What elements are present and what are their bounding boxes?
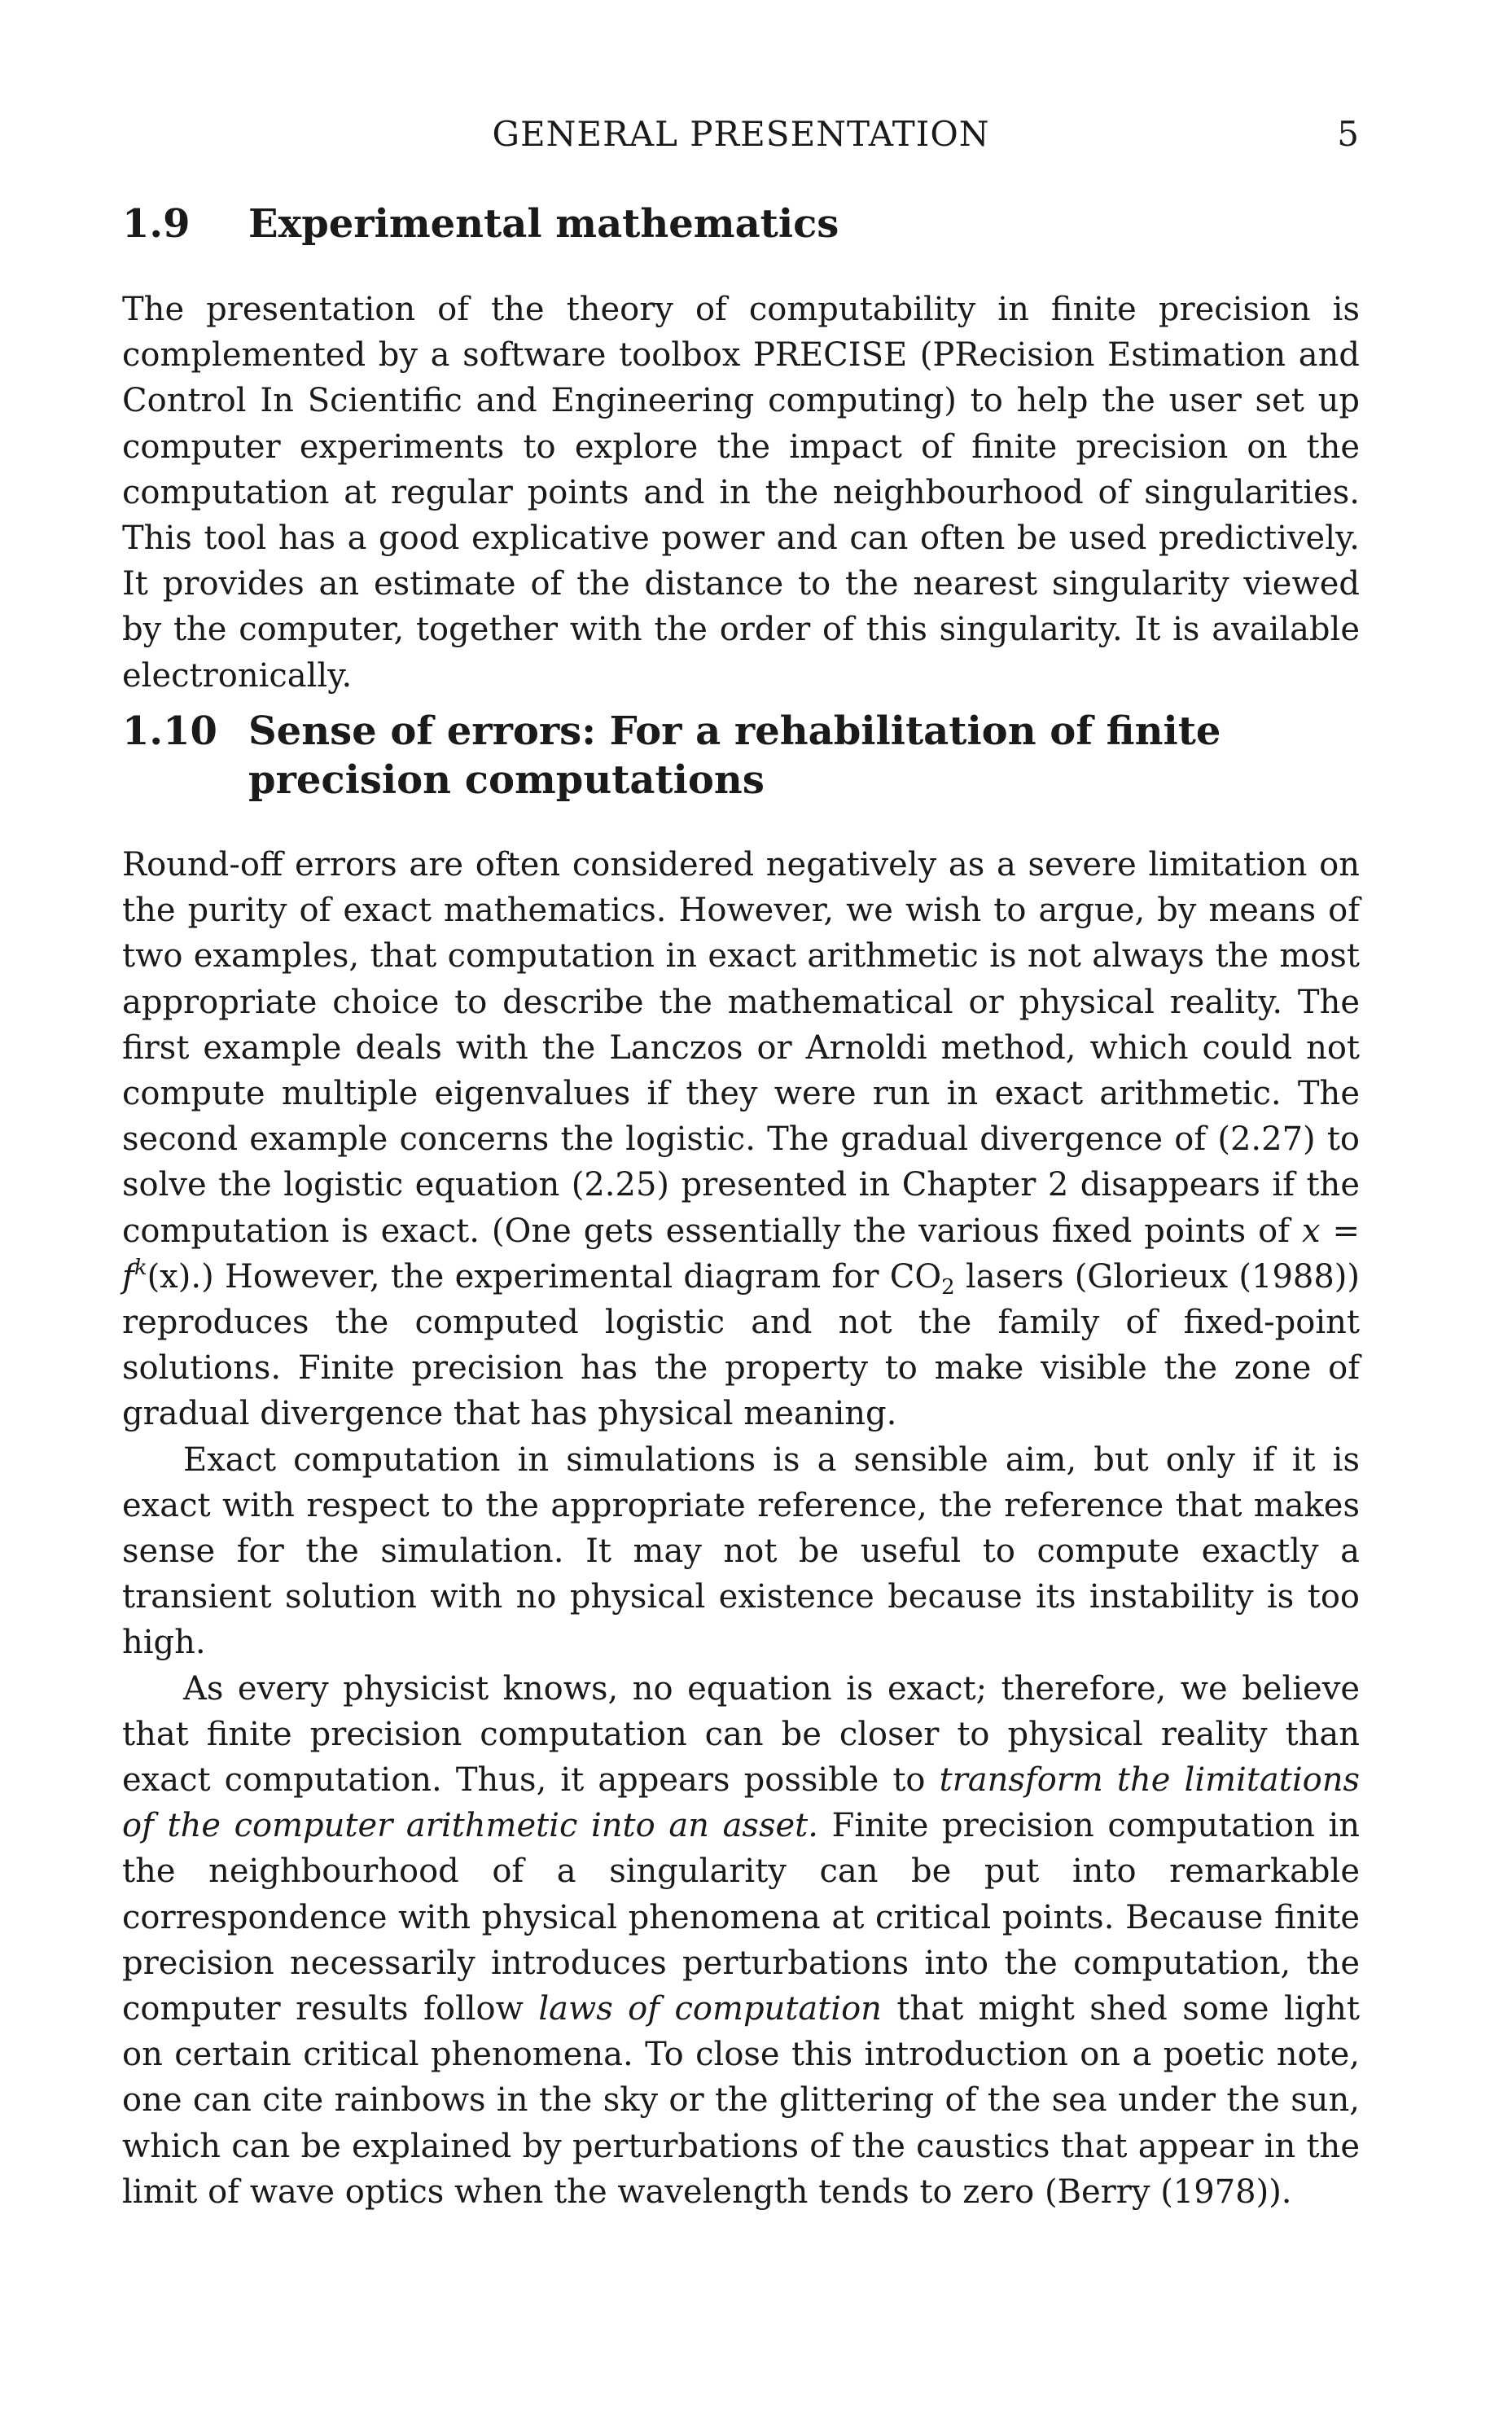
section-title: Sense of errors: For a rehabilitation of finite precision computations	[248, 708, 1221, 803]
section-title: Experimental mathematics	[248, 201, 839, 247]
text-run: lasers (Glorieux (1988)) reproduces the computed logistic and not the family of fixed-point solutions. Finite precision has the property to make visible the zone of gradual divergence that has physical meaning.	[122, 1257, 1361, 1433]
math-var-f: f	[122, 1257, 134, 1296]
section-1-10-body	[122, 842, 1360, 2215]
emphasis: laws of computation	[538, 1990, 882, 2028]
section-heading-1-9	[122, 200, 1360, 248]
math-superscript-k: k	[134, 1255, 147, 1280]
running-head	[122, 114, 1360, 155]
running-title: GENERAL PRESENTATION	[492, 114, 990, 154]
paragraph	[122, 1666, 1360, 2215]
section-1-9-body	[122, 287, 1360, 699]
math-equals: =	[1320, 1212, 1361, 1250]
text-run: As every physicist knows, no equation is exact; therefore, we believe that finite precision computation can be closer to physical reality than exact computation. Thus, it appears possible to	[122, 1669, 1360, 1800]
section-heading-1-10	[122, 707, 1360, 805]
paragraph	[122, 842, 1360, 1437]
section-number: 1.9	[122, 201, 191, 247]
emphasis: transform the limitations of the computer arithmetic into an asset.	[122, 1761, 1360, 1845]
text-run: .) However, the experimental diagram for CO	[191, 1257, 942, 1296]
math-var-x: x	[1301, 1212, 1321, 1250]
section-number: 1.10	[122, 708, 217, 754]
subscript-2: 2	[941, 1274, 955, 1300]
text-run: Round-off errors are often considered negatively as a severe limitation on the purity of exact mathematics. However, we wish to argue, by means of two examples, that computation in exact arithmetic is not always the most appropriate choice to describe the mathematical or physical reality. The first example deals with the Lanczos or Arnoldi method, which could not compute multiple eigenvalues if they were run in exact arithmetic. The second example concerns the logistic. The gradual divergence of (2.27) to solve the logistic equation (2.25) presented in Chapter 2 disappears if the computation is exact. (One gets essentially the various fixed points of	[122, 846, 1360, 1250]
paragraph: Exact computation in simulations is a sensible aim, but only if it is exact with respect to the appropriate reference, the reference that makes sense for the simulation. It may not be useful to compute exactly a transient solution with no physical existence because its instability is too high.	[122, 1440, 1360, 1662]
text-run: that might shed some light on certain critical phenomena. To close this introduction on a poetic note, one can cite rainbows in the sky or the glittering of the sea under the sun, which can be explained by perturbations of the caustics that appear in the limit of wave optics when the wavelength tends to zero (Berry (1978)).	[122, 1990, 1360, 2211]
page-number: 5	[1337, 114, 1360, 154]
paragraph: The presentation of the theory of computability in finite precision is complemented by a software toolbox PRECISE (PRecision Estimation and Control In Scientific and Engineering computing) to help the user set up computer experiments to explore the impact of finite precision on the computation at regular points and in the neighbourhood of singularities. This tool has a good explicative power and can often be used predictively. It provides an estimate of the distance to the nearest singularity viewed by the computer, together with the order of this singularity. It is available electronically.	[122, 291, 1360, 695]
math-argument: (x)	[147, 1257, 191, 1296]
text-run: Finite precision computation in the neighbourhood of a singularity can be put into remarkable correspondence with physical phenomena at critical points. Because finite precision necessarily introduces perturbations into the computation, the computer results follow	[122, 1807, 1361, 2028]
